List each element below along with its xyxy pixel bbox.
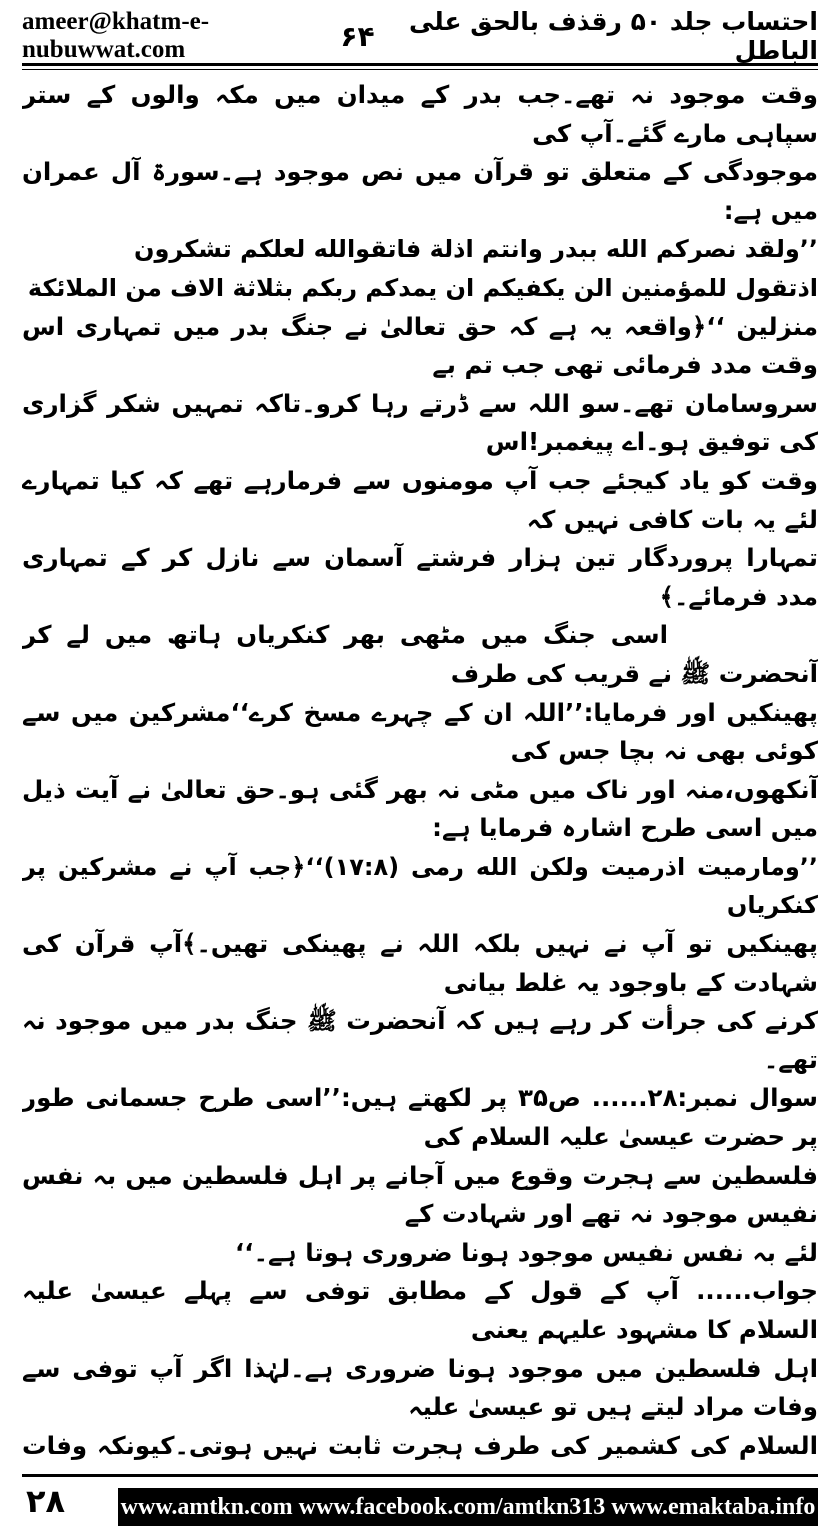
body-line: کرنے کی جرأت کر رہے ہیں کہ آنحضرت ﷺ جنگ بدر میں موجود نہ تھے۔ <box>22 1006 818 1074</box>
header-book-title: احتساب جلد ۵۰ رقذف بالحق علی الباطل <box>409 7 818 65</box>
body-line-quran: اذتقول للمؤمنین الن یکفیکم ان یمدکم ربکم بثلاثة الاف من الملائکة <box>27 273 818 302</box>
page-body <box>22 76 818 1465</box>
body-line: موجودگی کے متعلق تو قرآن میں نص موجود ہے۔سورۃ آل عمران میں ہے: <box>22 157 818 225</box>
page-footer <box>22 1474 818 1532</box>
header-email: ameer@khatm-e-nubuwwat.com <box>22 8 210 63</box>
question-28: سوال نمبر:۲۸...... ص۳۵ پر لکھتے ہیں:’’اسی طرح جسمانی طور پر حضرت عیسیٰ علیہ السلام کی <box>22 1083 818 1152</box>
header-rule <box>22 63 818 66</box>
body-line: اسی جنگ میں مٹھی بھر کنکریاں ہاتھ میں لے کر آنحضرت ﷺ نے قریب کی طرف <box>22 620 818 688</box>
body-line: وقت موجود نہ تھے۔جب بدر کے میدان میں مکہ والوں کے ستر سپاہی مارے گئے۔آپ کی <box>22 80 818 148</box>
body-line: تمہارا پروردگار تین ہزار فرشتے آسمان سے نازل کر کے تمہاری مدد فرمائے۔﴾ <box>22 543 818 611</box>
page-header <box>22 7 818 65</box>
footer-page-number: ۲۸ <box>26 1482 66 1520</box>
footer-rule <box>22 1474 818 1477</box>
answer-28: جواب...... آپ کے قول کے مطابق توفی سے پہلے عیسیٰ علیہ السلام کا مشہود علیہم یعنی <box>22 1276 818 1344</box>
body-line: سروسامان تھے۔سو اللہ سے ڈرتے رہا کرو۔تاکہ تمہیں شکر گزاری کی توفیق ہو۔اے پیغمبر!اس <box>22 388 818 457</box>
body-line: السلام کی کشمیر کی طرف ہجرت ثابت نہیں ہوتی۔کیونکہ وفات <box>22 1430 818 1460</box>
header-page-number: ۶۴ <box>340 19 375 53</box>
header-rule-thin <box>22 69 818 70</box>
body-line: فلسطین سے ہجرت وقوع میں آجانے پر اہل فلسطین میں بہ نفس نفیس موجود نہ تھے اور شہادت کے <box>22 1160 818 1229</box>
body-line-quran: ’’ولقد نصرکم الله ببدر وانتم اذلة فاتقوالله لعلکم تشکرون <box>134 235 818 264</box>
footer-links: www.amtkn.com www.facebook.com/amtkn313 www.emaktaba.info <box>118 1488 818 1526</box>
body-line: وقت کو یاد کیجئے جب آپ مومنوں سے فرمارہے تھے کہ کیا تمہارے لئے یہ بات کافی نہیں کہ <box>22 465 818 534</box>
body-line-quran: ’’ومارمیت اذرمیت ولکن الله رمی (۱۷:۸)‘‘﴿جب آپ نے مشرکین پر کنکریاں <box>22 852 818 920</box>
body-line: پھینکیں اور فرمایا:’’اللہ ان کے چہرے مسخ کرے‘‘مشرکین میں سے کوئی بھی نہ بچا جس کی <box>22 697 818 766</box>
body-line: اہل فلسطین میں موجود ہونا ضروری ہے۔لہٰذا اگر آپ توفی سے وفات مراد لیتے ہیں تو عیسیٰ علیہ <box>22 1353 818 1422</box>
body-line: لئے بہ نفس نفیس موجود ہونا ضروری ہوتا ہے۔‘‘ <box>234 1237 818 1267</box>
body-line: منزلین ‘‘﴿واقعہ یہ ہے کہ حق تعالیٰ نے جنگ بدر میں تمہاری اس وقت مدد فرمائی تھی جب تم بے <box>22 311 818 380</box>
header-left <box>22 8 375 64</box>
body-line: آنکھوں،منہ اور ناک میں مٹی نہ بھر گئی ہو۔حق تعالیٰ نے آیت ذیل میں اسی طرح اشارہ فرمایا ہے: <box>22 774 818 843</box>
body-line: پھینکیں تو آپ نے نہیں بلکہ اللہ نے پھینکی تھیں۔﴾آپ قرآن کی شہادت کے باوجود یہ غلط بیانی <box>22 929 818 997</box>
